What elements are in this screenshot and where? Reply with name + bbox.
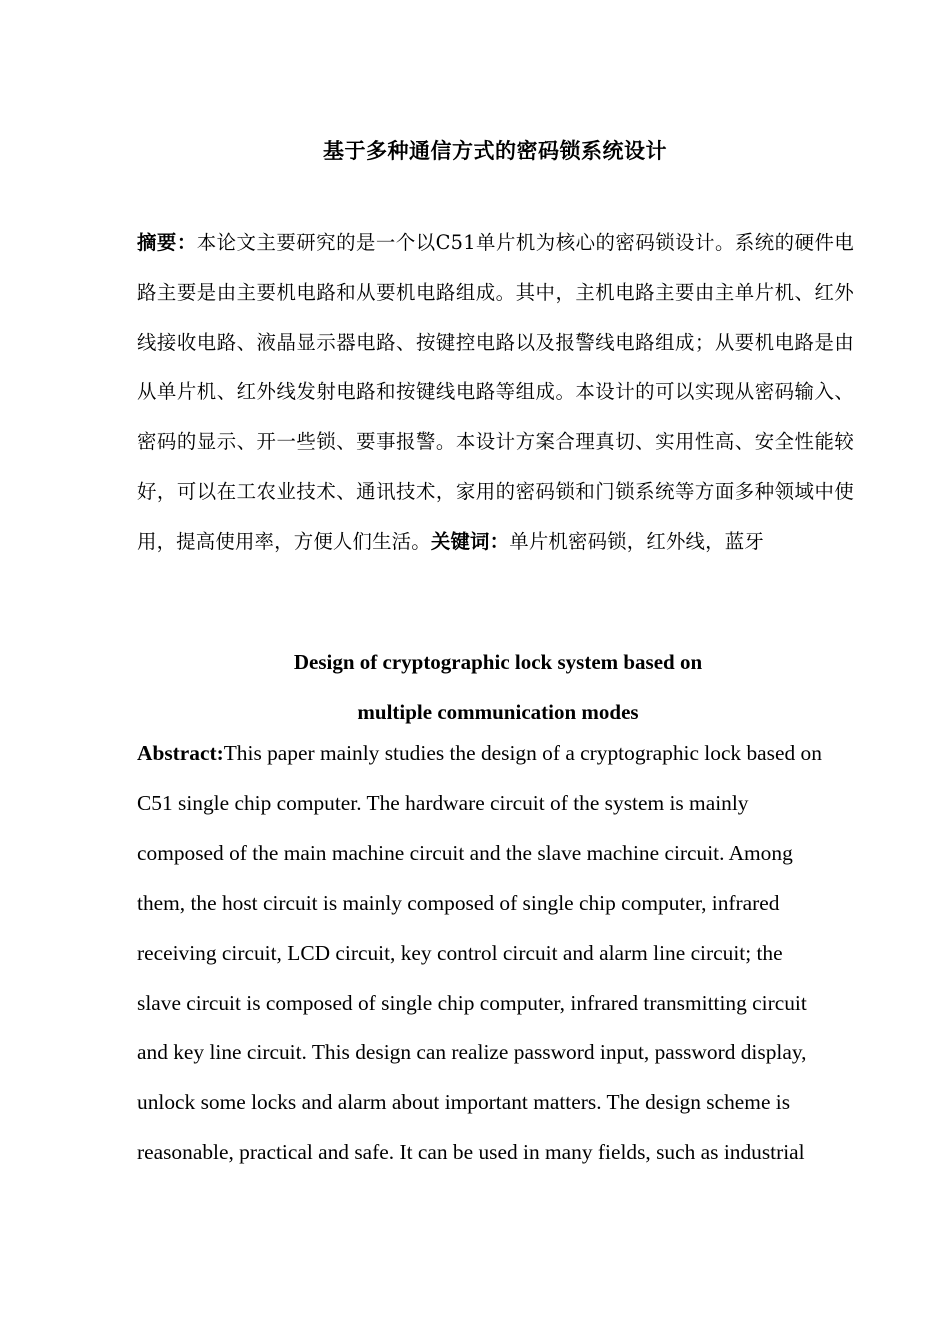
english-title-line: multiple communication modes [357, 700, 639, 724]
english-abstract-line: and key line circuit. This design can realize password input, password display, [137, 1040, 807, 1065]
chinese-abstract-label: 摘要： [137, 231, 197, 254]
english-abstract-line [137, 729, 857, 779]
chinese-abstract [137, 218, 854, 567]
english-abstract-line: reasonable, practical and safe. It can be used in many fields, such as industrial [137, 1140, 805, 1165]
english-abstract-line: composed of the main machine circuit and the slave machine circuit. Among [137, 840, 793, 865]
english-abstract-line: C51 single chip computer. The hardware circuit of the system is mainly [137, 790, 749, 815]
english-abstract [137, 729, 857, 1178]
english-abstract-line: slave circuit is composed of single chip computer, infrared transmitting circuit [137, 990, 807, 1015]
chinese-title: 基于多种通信方式的密码锁系统设计 [323, 139, 667, 163]
english-abstract-line: receiving circuit, LCD circuit, key control circuit and alarm line circuit; the [137, 940, 783, 965]
english-abstract-line: unlock some locks and alarm about important matters. The design scheme is [137, 1090, 791, 1115]
english-title [0, 637, 950, 737]
english-abstract-line: them, the host circuit is mainly composed of single chip computer, infrared [137, 890, 780, 915]
english-title-line: Design of cryptographic lock system based on [293, 650, 703, 674]
chinese-abstract-text: 本论文主要研究的是一个以C51单片机为核心的密码锁设计。系统的硬件电路主要是由主要机电路和从要机电路组成。其中，主机电路主要由主单片机、红外线接收电路、液晶显示器电路、按键控电路以及报警线电路组成；从要机电路是由从单片机、红外线发射电路和按键线电路等组成。本设计的可以实现从密码输入、密码的显示、开一些锁、要事报警。本设计方案合理真切、实用性高、安全性能较好，可以在工农业技术、通讯技术，家用的密码锁和门锁系统等方面多种领域中使用，提高使用率，方便人们生活。 [137, 231, 854, 553]
english-abstract-text: This paper mainly studies the design of a cryptographic lock based on [223, 741, 822, 765]
chinese-keywords-label: 关键词： [430, 529, 510, 553]
english-abstract-label: Abstract: [137, 741, 224, 765]
chinese-keywords-text: 单片机密码锁，红外线，蓝牙 [509, 529, 764, 553]
